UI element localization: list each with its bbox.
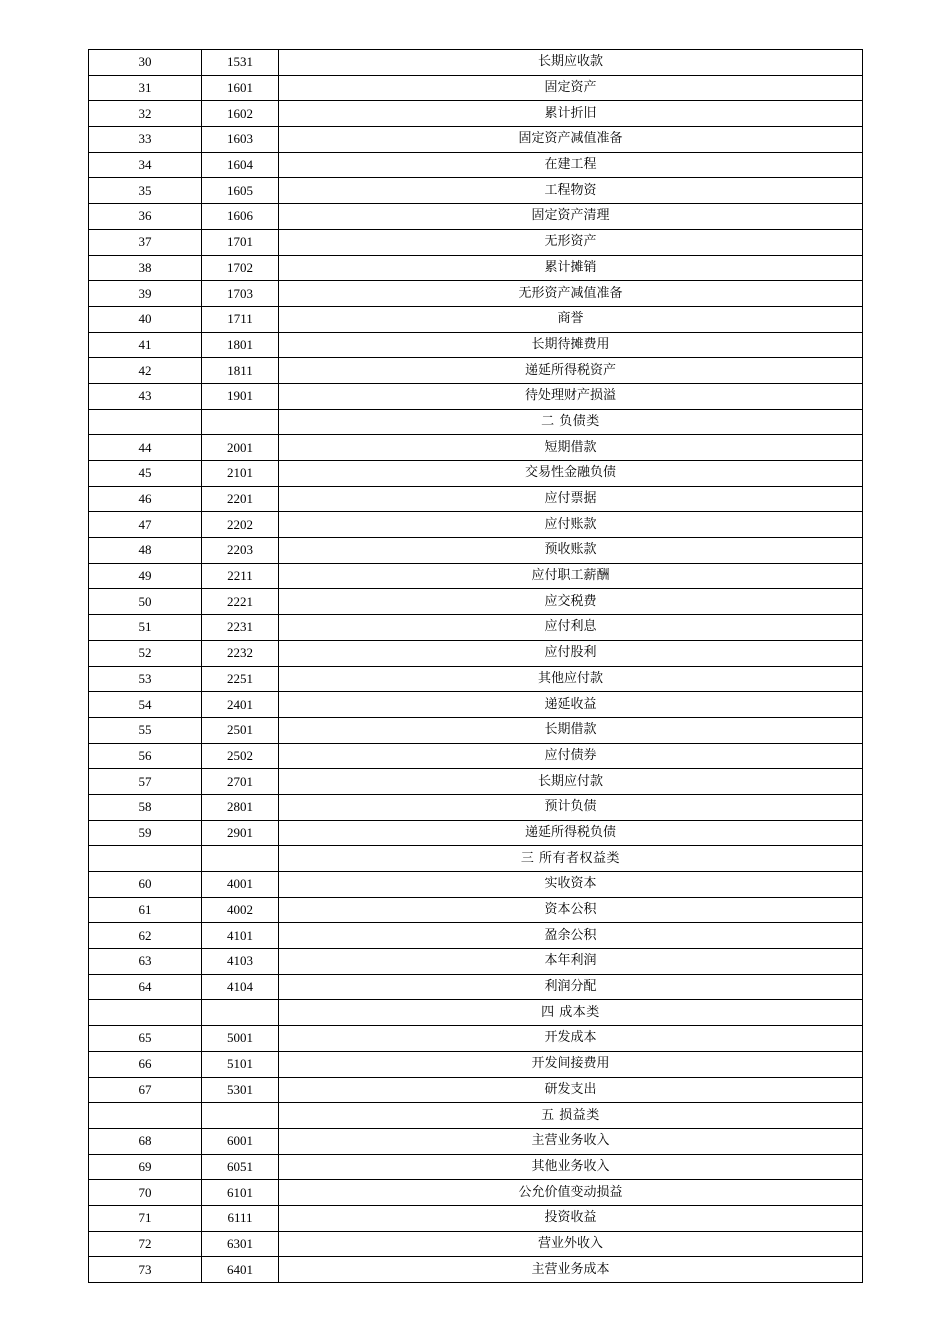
- table-row: [89, 1231, 863, 1257]
- row-number-cell: 71: [89, 1205, 202, 1231]
- account-code-cell: 2203: [202, 538, 279, 564]
- table-row: [89, 538, 863, 564]
- account-code-cell: 6101: [202, 1180, 279, 1206]
- account-name-cell: 递延所得税负债: [279, 820, 863, 846]
- table-row: [89, 486, 863, 512]
- account-name-cell: 无形资产: [279, 229, 863, 255]
- account-name-cell: 固定资产: [279, 75, 863, 101]
- row-number-cell: [89, 409, 202, 435]
- table-row: [89, 1077, 863, 1103]
- account-name-cell: 其他业务收入: [279, 1154, 863, 1180]
- row-number-cell: 43: [89, 383, 202, 409]
- account-code-cell: 4101: [202, 923, 279, 949]
- account-code-cell: 2221: [202, 589, 279, 615]
- account-name-cell: 工程物资: [279, 178, 863, 204]
- table-row: [89, 743, 863, 769]
- account-name-cell: 待处理财产损溢: [279, 383, 863, 409]
- row-number-cell: 55: [89, 717, 202, 743]
- account-name-cell: 累计折旧: [279, 101, 863, 127]
- account-code-cell: 1703: [202, 281, 279, 307]
- category-row: [89, 409, 863, 435]
- account-name-cell: 开发间接费用: [279, 1051, 863, 1077]
- account-name-cell: 开发成本: [279, 1026, 863, 1052]
- account-code-cell: 2501: [202, 717, 279, 743]
- account-code-cell: 2801: [202, 794, 279, 820]
- account-name-cell: 应付利息: [279, 615, 863, 641]
- row-number-cell: 30: [89, 50, 202, 76]
- category-row: [89, 1103, 863, 1129]
- account-name-cell: 公允价值变动损益: [279, 1180, 863, 1206]
- account-code-cell: 1605: [202, 178, 279, 204]
- table-row: [89, 512, 863, 538]
- row-number-cell: 68: [89, 1128, 202, 1154]
- account-code-cell: 2101: [202, 461, 279, 487]
- account-name-cell: 固定资产减值准备: [279, 127, 863, 153]
- table-row: [89, 897, 863, 923]
- account-code-cell: 5001: [202, 1026, 279, 1052]
- account-code-cell: 2211: [202, 563, 279, 589]
- account-name-cell: 主营业务成本: [279, 1257, 863, 1283]
- account-name-cell: 应付职工薪酬: [279, 563, 863, 589]
- table-row: [89, 332, 863, 358]
- account-name-cell: 营业外收入: [279, 1231, 863, 1257]
- table-row: [89, 435, 863, 461]
- row-number-cell: 50: [89, 589, 202, 615]
- row-number-cell: 49: [89, 563, 202, 589]
- account-code-cell: 5301: [202, 1077, 279, 1103]
- row-number-cell: 62: [89, 923, 202, 949]
- account-name-cell: 长期应收款: [279, 50, 863, 76]
- account-name-cell: 应付票据: [279, 486, 863, 512]
- table-row: [89, 692, 863, 718]
- table-row: [89, 1154, 863, 1180]
- account-code-cell: 6051: [202, 1154, 279, 1180]
- account-name-cell: 盈余公积: [279, 923, 863, 949]
- row-number-cell: 41: [89, 332, 202, 358]
- account-name-cell: 应付股利: [279, 640, 863, 666]
- table-row: [89, 615, 863, 641]
- account-name-cell: 实收资本: [279, 872, 863, 898]
- table-row: [89, 563, 863, 589]
- table-row: [89, 769, 863, 795]
- account-name-cell: 应付账款: [279, 512, 863, 538]
- table-row: [89, 666, 863, 692]
- table-row: [89, 204, 863, 230]
- row-number-cell: 72: [89, 1231, 202, 1257]
- account-code-cell: 5101: [202, 1051, 279, 1077]
- row-number-cell: 63: [89, 949, 202, 975]
- account-name-cell: 预收账款: [279, 538, 863, 564]
- table-row: [89, 820, 863, 846]
- account-code-cell: 2232: [202, 640, 279, 666]
- table-row: [89, 306, 863, 332]
- table-row: [89, 923, 863, 949]
- account-name-cell: 投资收益: [279, 1205, 863, 1231]
- row-number-cell: 33: [89, 127, 202, 153]
- category-name-cell: 二 负债类: [279, 409, 863, 435]
- table-row: [89, 229, 863, 255]
- row-number-cell: 47: [89, 512, 202, 538]
- table-row: [89, 1205, 863, 1231]
- account-code-cell: [202, 409, 279, 435]
- row-number-cell: 54: [89, 692, 202, 718]
- account-name-cell: 短期借款: [279, 435, 863, 461]
- table-row: [89, 461, 863, 487]
- row-number-cell: 44: [89, 435, 202, 461]
- account-name-cell: 累计摊销: [279, 255, 863, 281]
- row-number-cell: 59: [89, 820, 202, 846]
- account-code-cell: 2001: [202, 435, 279, 461]
- row-number-cell: 73: [89, 1257, 202, 1283]
- account-code-cell: 1603: [202, 127, 279, 153]
- row-number-cell: 51: [89, 615, 202, 641]
- account-code-cell: 2251: [202, 666, 279, 692]
- accounts-table-container: [88, 49, 862, 1283]
- row-number-cell: 39: [89, 281, 202, 307]
- account-name-cell: 固定资产清理: [279, 204, 863, 230]
- table-row: [89, 589, 863, 615]
- account-name-cell: 本年利润: [279, 949, 863, 975]
- account-name-cell: 长期待摊费用: [279, 332, 863, 358]
- row-number-cell: 61: [89, 897, 202, 923]
- account-code-cell: 2202: [202, 512, 279, 538]
- account-code-cell: [202, 1103, 279, 1129]
- account-code-cell: 1604: [202, 152, 279, 178]
- account-name-cell: 利润分配: [279, 974, 863, 1000]
- account-code-cell: 6111: [202, 1205, 279, 1231]
- table-row: [89, 127, 863, 153]
- account-code-cell: 1702: [202, 255, 279, 281]
- row-number-cell: 52: [89, 640, 202, 666]
- row-number-cell: 32: [89, 101, 202, 127]
- table-row: [89, 794, 863, 820]
- table-row: [89, 974, 863, 1000]
- account-code-cell: 2901: [202, 820, 279, 846]
- row-number-cell: 57: [89, 769, 202, 795]
- account-code-cell: 2201: [202, 486, 279, 512]
- row-number-cell: [89, 1103, 202, 1129]
- row-number-cell: 38: [89, 255, 202, 281]
- account-name-cell: 无形资产减值准备: [279, 281, 863, 307]
- category-row: [89, 1000, 863, 1026]
- account-code-cell: 1711: [202, 306, 279, 332]
- row-number-cell: 66: [89, 1051, 202, 1077]
- accounts-table-body: [89, 50, 863, 1283]
- account-code-cell: 1801: [202, 332, 279, 358]
- table-row: [89, 1257, 863, 1283]
- table-row: [89, 281, 863, 307]
- account-code-cell: 6301: [202, 1231, 279, 1257]
- account-name-cell: 长期应付款: [279, 769, 863, 795]
- account-name-cell: 递延收益: [279, 692, 863, 718]
- table-row: [89, 152, 863, 178]
- account-name-cell: 长期借款: [279, 717, 863, 743]
- category-name-cell: 四 成本类: [279, 1000, 863, 1026]
- table-row: [89, 383, 863, 409]
- account-code-cell: 4001: [202, 872, 279, 898]
- account-name-cell: 主营业务收入: [279, 1128, 863, 1154]
- row-number-cell: 45: [89, 461, 202, 487]
- account-name-cell: 应交税费: [279, 589, 863, 615]
- table-row: [89, 1180, 863, 1206]
- category-name-cell: 五 损益类: [279, 1103, 863, 1129]
- account-code-cell: [202, 846, 279, 872]
- account-code-cell: [202, 1000, 279, 1026]
- table-row: [89, 101, 863, 127]
- account-code-cell: 1602: [202, 101, 279, 127]
- row-number-cell: 36: [89, 204, 202, 230]
- row-number-cell: 69: [89, 1154, 202, 1180]
- table-row: [89, 872, 863, 898]
- account-code-cell: 1701: [202, 229, 279, 255]
- row-number-cell: 31: [89, 75, 202, 101]
- row-number-cell: 58: [89, 794, 202, 820]
- account-code-cell: 1901: [202, 383, 279, 409]
- table-row: [89, 1128, 863, 1154]
- row-number-cell: 65: [89, 1026, 202, 1052]
- account-code-cell: 4104: [202, 974, 279, 1000]
- account-code-cell: 2231: [202, 615, 279, 641]
- table-row: [89, 1051, 863, 1077]
- account-name-cell: 递延所得税资产: [279, 358, 863, 384]
- account-code-cell: 4002: [202, 897, 279, 923]
- account-code-cell: 1531: [202, 50, 279, 76]
- table-row: [89, 717, 863, 743]
- account-code-cell: 1601: [202, 75, 279, 101]
- row-number-cell: 37: [89, 229, 202, 255]
- account-code-cell: 2502: [202, 743, 279, 769]
- row-number-cell: 70: [89, 1180, 202, 1206]
- accounts-table: [88, 49, 863, 1283]
- row-number-cell: 40: [89, 306, 202, 332]
- row-number-cell: 60: [89, 872, 202, 898]
- row-number-cell: 48: [89, 538, 202, 564]
- row-number-cell: [89, 1000, 202, 1026]
- account-name-cell: 交易性金融负债: [279, 461, 863, 487]
- account-code-cell: 6001: [202, 1128, 279, 1154]
- account-code-cell: 2701: [202, 769, 279, 795]
- category-row: [89, 846, 863, 872]
- row-number-cell: 46: [89, 486, 202, 512]
- account-code-cell: 6401: [202, 1257, 279, 1283]
- table-row: [89, 178, 863, 204]
- account-code-cell: 1606: [202, 204, 279, 230]
- account-name-cell: 应付债券: [279, 743, 863, 769]
- table-row: [89, 1026, 863, 1052]
- account-name-cell: 预计负债: [279, 794, 863, 820]
- table-row: [89, 949, 863, 975]
- account-name-cell: 研发支出: [279, 1077, 863, 1103]
- account-code-cell: 4103: [202, 949, 279, 975]
- row-number-cell: 56: [89, 743, 202, 769]
- account-name-cell: 在建工程: [279, 152, 863, 178]
- table-row: [89, 255, 863, 281]
- account-code-cell: 2401: [202, 692, 279, 718]
- category-name-cell: 三 所有者权益类: [279, 846, 863, 872]
- table-row: [89, 358, 863, 384]
- row-number-cell: 64: [89, 974, 202, 1000]
- row-number-cell: 42: [89, 358, 202, 384]
- row-number-cell: 34: [89, 152, 202, 178]
- account-code-cell: 1811: [202, 358, 279, 384]
- row-number-cell: 35: [89, 178, 202, 204]
- account-name-cell: 资本公积: [279, 897, 863, 923]
- row-number-cell: [89, 846, 202, 872]
- row-number-cell: 67: [89, 1077, 202, 1103]
- account-name-cell: 其他应付款: [279, 666, 863, 692]
- table-row: [89, 50, 863, 76]
- account-name-cell: 商誉: [279, 306, 863, 332]
- table-row: [89, 640, 863, 666]
- row-number-cell: 53: [89, 666, 202, 692]
- table-row: [89, 75, 863, 101]
